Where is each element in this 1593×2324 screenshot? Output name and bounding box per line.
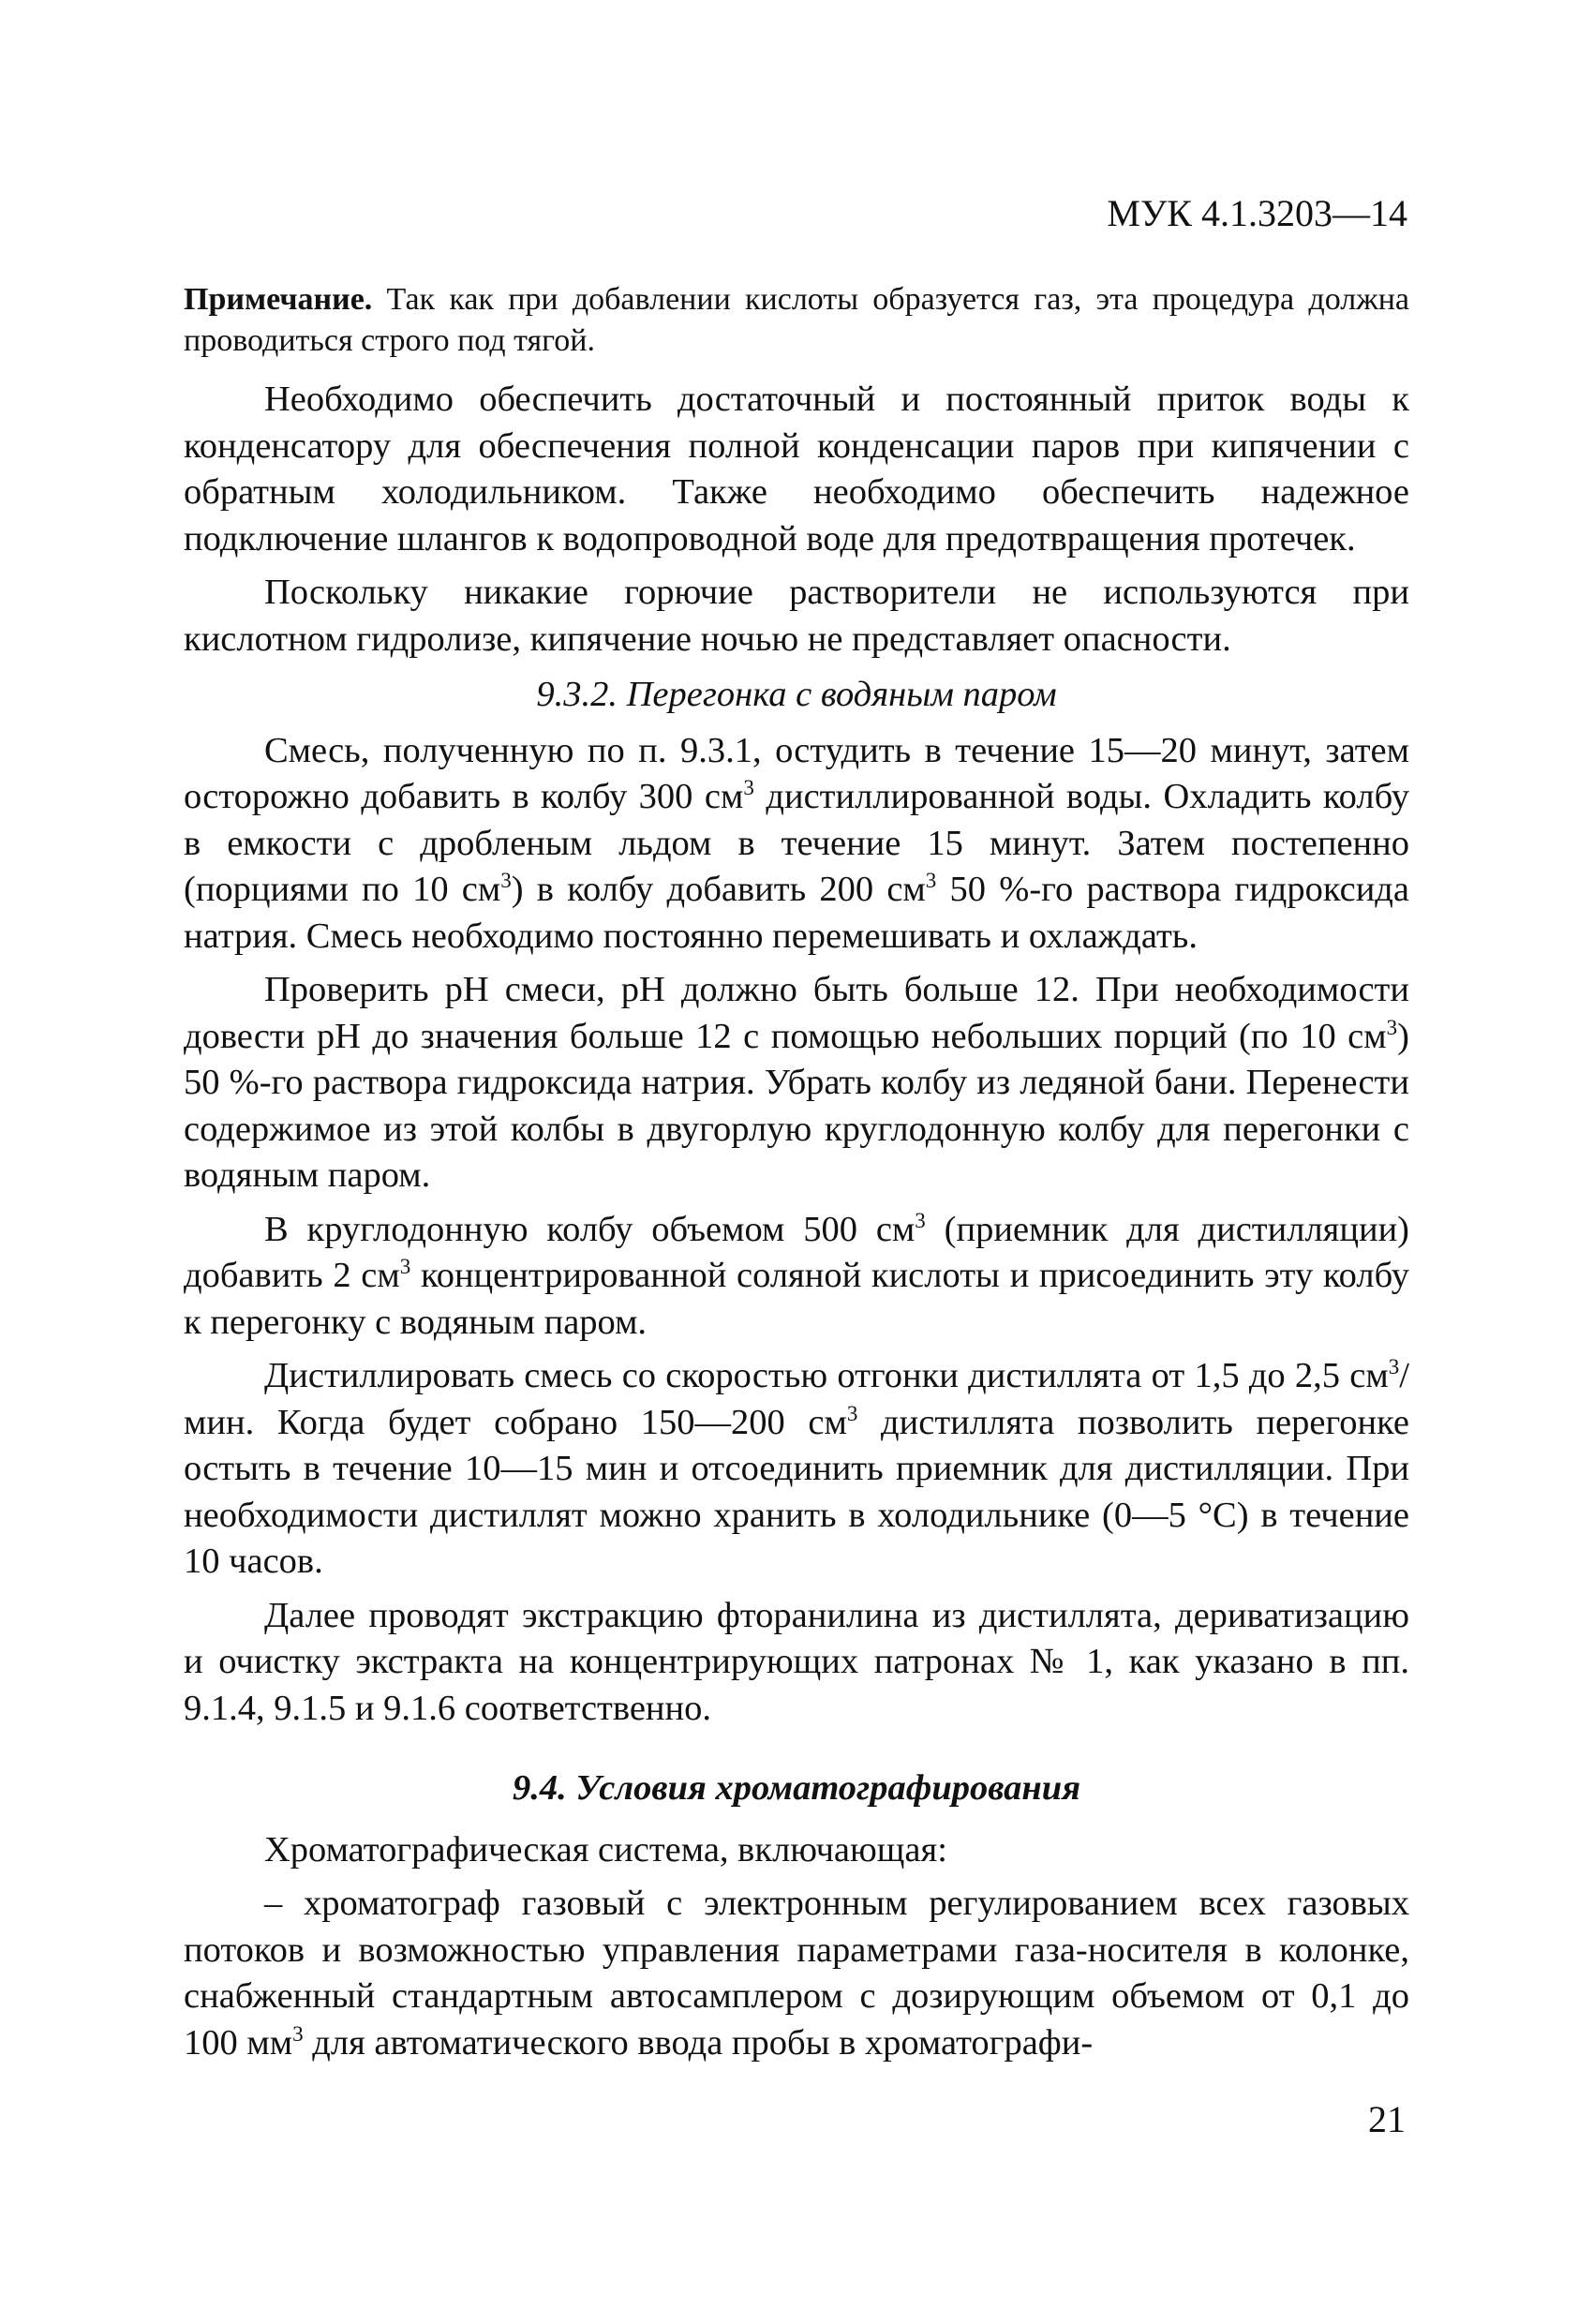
superscript: 3 xyxy=(399,1254,411,1279)
superscript: 3 xyxy=(1386,1014,1398,1039)
list-item-gas-chromatograph xyxy=(184,1881,1409,2066)
text-run: (приемник для дистилляции) добавить 2 см xyxy=(184,1209,1410,1295)
paragraph-distillation-rate xyxy=(184,1353,1409,1586)
superscript: 3 xyxy=(292,2020,304,2046)
section-title-chromatography: 9.4. Условия хроматографирования xyxy=(512,1768,1081,1808)
text-run: дистиллированной воды. Охладить колбу в емкости с дробленым льдом в течение 15 минут. Затем постепенно (порциями по 10 см xyxy=(184,777,1409,909)
text-run: концентрированной соляной кислоты и присоединить эту колбу к перегонку с водяным паром. xyxy=(184,1256,1409,1342)
page-content xyxy=(184,279,1409,2066)
text-run: 50 %-го раствора гидроксида натрия. Смесь необходимо постоянно перемешивать и охлаждать. xyxy=(184,870,1409,956)
text-run: В круглодонную колбу объемом 500 см xyxy=(264,1209,916,1249)
superscript: 3 xyxy=(915,1207,926,1232)
text-run: для автоматического ввода пробы в хроматографи- xyxy=(303,2022,1094,2063)
note-text: Так как при добавлении кислоты образуется газ, эта процедура должна проводиться строго под тягой. xyxy=(184,282,1409,358)
document-code-header: МУК 4.1.3203—14 xyxy=(1107,192,1407,234)
paragraph-extraction: Далее проводят экстракцию фторанилина из дистиллята, дериватизацию и очистку экстракта на концентрирующих патронах № 1, как указано в пп. 9.1.4, 9.1.5 и 9.1.6 соответственно. xyxy=(184,1595,1409,1728)
paragraph-system-intro: Хроматографическая система, включающая: xyxy=(264,1829,947,1870)
superscript: 3 xyxy=(743,775,754,800)
paragraph-condenser: Необходимо обеспечить достаточный и постоянный приток воды к конденсатору для обеспечения полной конденсации паров при кипячении с обратным холодильником. Также необходимо обеспечить надежное подключение шлангов к водопроводной воде для предотвращения протечек. xyxy=(184,380,1409,559)
paragraph-ph-check xyxy=(184,967,1409,1199)
text-run: дистиллята позволить перегонке остыть в течение 10—15 мин и отсоединить приемник для дистилляции. При необходимости дистиллят можно хранить в холодильнике (0—5 °С) в течение 10 часов. xyxy=(184,1402,1409,1581)
superscript: 3 xyxy=(925,868,937,893)
subsection-title-steam-distillation: 9.3.2. Перегонка с водяным паром xyxy=(536,675,1057,714)
page-number: 21 xyxy=(1368,2098,1406,2140)
text-run: ) 50 %-го раствора гидроксида натрия. Убрать колбу из ледяной бани. Перенести содержимое из этой колбы в двугорлую круглодонную колбу для перегонки с водяным паром. xyxy=(184,1016,1409,1195)
note-paragraph xyxy=(184,279,1409,362)
paragraph-cooling xyxy=(184,728,1409,961)
superscript: 3 xyxy=(500,868,512,893)
text-run: Дистиллировать смесь со скоростью отгонки дистиллята от 1,5 до 2,5 см xyxy=(264,1356,1389,1395)
text-run: ) в колбу добавить 200 см xyxy=(511,870,926,909)
superscript: 3 xyxy=(1388,1354,1400,1379)
paragraph-receiver-flask xyxy=(184,1207,1409,1347)
superscript: 3 xyxy=(846,1400,858,1425)
text-run: – хроматограф газовый с электронным регулированием всех газовых потоков и возможностью управления параметрами газа-носителя в колонке, снабженный стандартным автосамплером с дозирующим объемом от 0,1 до 100 мм xyxy=(184,1884,1409,2063)
note-label: Примечание. xyxy=(184,282,373,317)
text-run: Смесь, полученную по п. 9.3.1, остудить в течение 15—20 минут, затем осторожно добавить в колбу 300 см xyxy=(184,730,1409,816)
text-run: /мин. Когда будет собрано 150—200 см xyxy=(184,1356,1409,1442)
paragraph-safety: Поскольку никакие горючие растворители не используются при кислотном гидролизе, кипячение ночью не представляет опасности. xyxy=(184,573,1409,659)
text-run: Проверить pH смеси, pH должно быть больше 12. При необходимости довести pH до значения больше 12 с помощью небольших порций (по 10 см xyxy=(184,970,1409,1056)
